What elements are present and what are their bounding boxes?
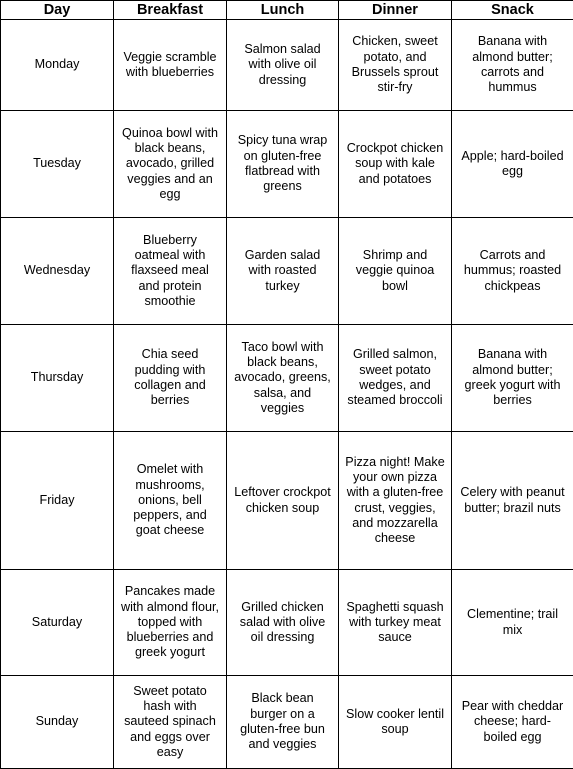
header-snack: Snack bbox=[452, 1, 573, 20]
dinner-cell: Pizza night! Make your own pizza with a gluten-free crust, veggies, and mozzarella cheese bbox=[339, 432, 452, 570]
snack-cell: Banana with almond butter; carrots and hummus bbox=[452, 20, 573, 111]
lunch-cell: Spicy tuna wrap on gluten-free flatbread with greens bbox=[227, 111, 339, 218]
snack-cell: Carrots and hummus; roasted chickpeas bbox=[452, 218, 573, 325]
header-dinner: Dinner bbox=[339, 1, 452, 20]
table-row bbox=[1, 20, 573, 111]
snack-cell: Celery with peanut butter; brazil nuts bbox=[452, 432, 573, 570]
lunch-cell: Leftover crockpot chicken soup bbox=[227, 432, 339, 570]
dinner-cell: Crockpot chicken soup with kale and potatoes bbox=[339, 111, 452, 218]
day-cell: Friday bbox=[1, 432, 114, 570]
snack-cell: Banana with almond butter; greek yogurt with berries bbox=[452, 325, 573, 432]
table-row bbox=[1, 676, 573, 769]
day-cell: Monday bbox=[1, 20, 114, 111]
day-cell: Sunday bbox=[1, 676, 114, 769]
breakfast-cell: Omelet with mushrooms, onions, bell peppers, and goat cheese bbox=[114, 432, 227, 570]
breakfast-cell: Sweet potato hash with sauteed spinach and eggs over easy bbox=[114, 676, 227, 769]
dinner-cell: Slow cooker lentil soup bbox=[339, 676, 452, 769]
header-lunch: Lunch bbox=[227, 1, 339, 20]
snack-cell: Pear with cheddar cheese; hard-boiled egg bbox=[452, 676, 573, 769]
lunch-cell: Garden salad with roasted turkey bbox=[227, 218, 339, 325]
table-row bbox=[1, 218, 573, 325]
lunch-cell: Black bean burger on a gluten-free bun and veggies bbox=[227, 676, 339, 769]
breakfast-cell: Quinoa bowl with black beans, avocado, grilled veggies and an egg bbox=[114, 111, 227, 218]
dinner-cell: Shrimp and veggie quinoa bowl bbox=[339, 218, 452, 325]
breakfast-cell: Veggie scramble with blueberries bbox=[114, 20, 227, 111]
table-row bbox=[1, 325, 573, 432]
day-cell: Tuesday bbox=[1, 111, 114, 218]
table-row bbox=[1, 570, 573, 676]
lunch-cell: Taco bowl with black beans, avocado, greens, salsa, and veggies bbox=[227, 325, 339, 432]
header-day: Day bbox=[1, 1, 114, 20]
day-cell: Wednesday bbox=[1, 218, 114, 325]
lunch-cell: Grilled chicken salad with olive oil dressing bbox=[227, 570, 339, 676]
breakfast-cell: Chia seed pudding with collagen and berries bbox=[114, 325, 227, 432]
breakfast-cell: Blueberry oatmeal with flaxseed meal and protein smoothie bbox=[114, 218, 227, 325]
snack-cell: Apple; hard-boiled egg bbox=[452, 111, 573, 218]
dinner-cell: Grilled salmon, sweet potato wedges, and steamed broccoli bbox=[339, 325, 452, 432]
snack-cell: Clementine; trail mix bbox=[452, 570, 573, 676]
lunch-cell: Salmon salad with olive oil dressing bbox=[227, 20, 339, 111]
day-cell: Thursday bbox=[1, 325, 114, 432]
dinner-cell: Chicken, sweet potato, and Brussels sprout stir-fry bbox=[339, 20, 452, 111]
header-breakfast: Breakfast bbox=[114, 1, 227, 20]
breakfast-cell: Pancakes made with almond flour, topped with blueberries and greek yogurt bbox=[114, 570, 227, 676]
table-row bbox=[1, 432, 573, 570]
table-row bbox=[1, 111, 573, 218]
dinner-cell: Spaghetti squash with turkey meat sauce bbox=[339, 570, 452, 676]
header-row bbox=[1, 1, 573, 20]
day-cell: Saturday bbox=[1, 570, 114, 676]
